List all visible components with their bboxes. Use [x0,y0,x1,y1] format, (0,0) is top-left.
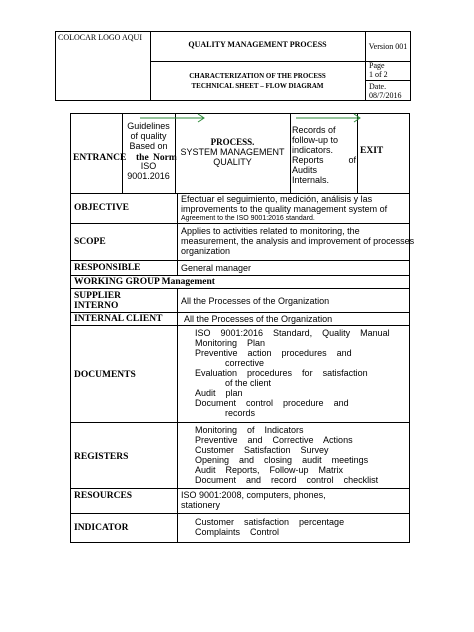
entrance-norm: Norm [153,153,177,163]
working-group-label: WORKING GROUP Management [74,277,215,287]
scope-value: Applies to activities related to monitoring, the measurement, the analysis and improvement of processes organization [181,226,415,256]
entrance-label: ENTRANCE [73,153,127,163]
exit-label: EXIT [360,146,384,156]
date-label: Date. [369,82,387,91]
list-item: Document and record control checklist [195,475,379,485]
documents-list [195,328,407,418]
objective-value: Efectuar el seguimiento, medición, análisis y las improvements to the quality management system of Agreement to the ISO 9001:2016 standard. [181,194,388,222]
indicator-value: Customer satisfaction percentage Complaints Control [195,517,345,537]
subtitle-line-1: CHARACTERIZATION OF THE PROCESS [189,72,326,80]
process-label: PROCESS. [210,137,255,147]
list-item: ISO 9001:2016 Standard, Quality Manual [195,328,390,338]
logo-placeholder: COLOCAR LOGO AQUI [58,33,142,42]
list-item: Preventive action procedures and [195,348,352,358]
list-item: Monitoring Plan [195,338,266,348]
entrance-the: the [136,153,149,163]
indicator-label: INDICATOR [74,523,129,533]
list-item: of the client [195,378,272,388]
list-item: Monitoring of Indicators [195,425,304,435]
scope-label: SCOPE [74,237,106,247]
internal-client-value: All the Processes of the Organization [184,314,333,324]
version-label: Version 001 [368,42,408,51]
process-name-line-1: SYSTEM MANAGEMENT [180,147,285,157]
outputs-cell: Records of follow-up to indicators. Reports of Audits Internals. [292,125,356,185]
list-item: Audit Reports, Follow-up Matrix [195,465,344,475]
list-item: corrective [195,358,265,368]
supplier-value: All the Processes of the Organization [181,296,330,306]
responsible-label: RESPONSIBLE [74,263,141,273]
resources-label: RESOURCES [74,491,133,501]
responsible-value: General manager [181,263,252,273]
list-item: Evaluation procedures for satisfaction [195,368,368,378]
process-title: QUALITY MANAGEMENT PROCESS [188,40,327,49]
supplier-label: SUPPLIER INTERNO [74,291,121,311]
resources-value: ISO 9001:2008, computers, phones, stationery [181,490,326,510]
objective-label: OBJECTIVE [74,203,129,213]
inputs-cell: Guidelines of quality Based on ISO 9001.2016 [127,121,170,181]
list-item: Preventive and Corrective Actions [195,435,353,445]
process-name-line-2: QUALITY [213,157,252,167]
documents-label: DOCUMENTS [74,370,136,380]
date-value: 08/7/2016 [369,91,402,100]
list-item: records [195,408,256,418]
page-label: Page [369,61,385,70]
list-item: Customer Satisfaction Survey [195,445,329,455]
list-item: Opening and closing audit meetings [195,455,369,465]
page-value: 1 of 2 [369,70,388,79]
process-cell [175,137,290,167]
subtitle-line-2: TECHNICAL SHEET – FLOW DIAGRAM [191,82,324,90]
list-item: Document control procedure and [195,398,349,408]
list-item: Audit plan [195,388,243,398]
internal-client-label: INTERNAL CLIENT [74,314,163,324]
registers-label: REGISTERS [74,452,129,462]
registers-list [195,425,407,485]
arrow-right-icon [296,113,366,123]
